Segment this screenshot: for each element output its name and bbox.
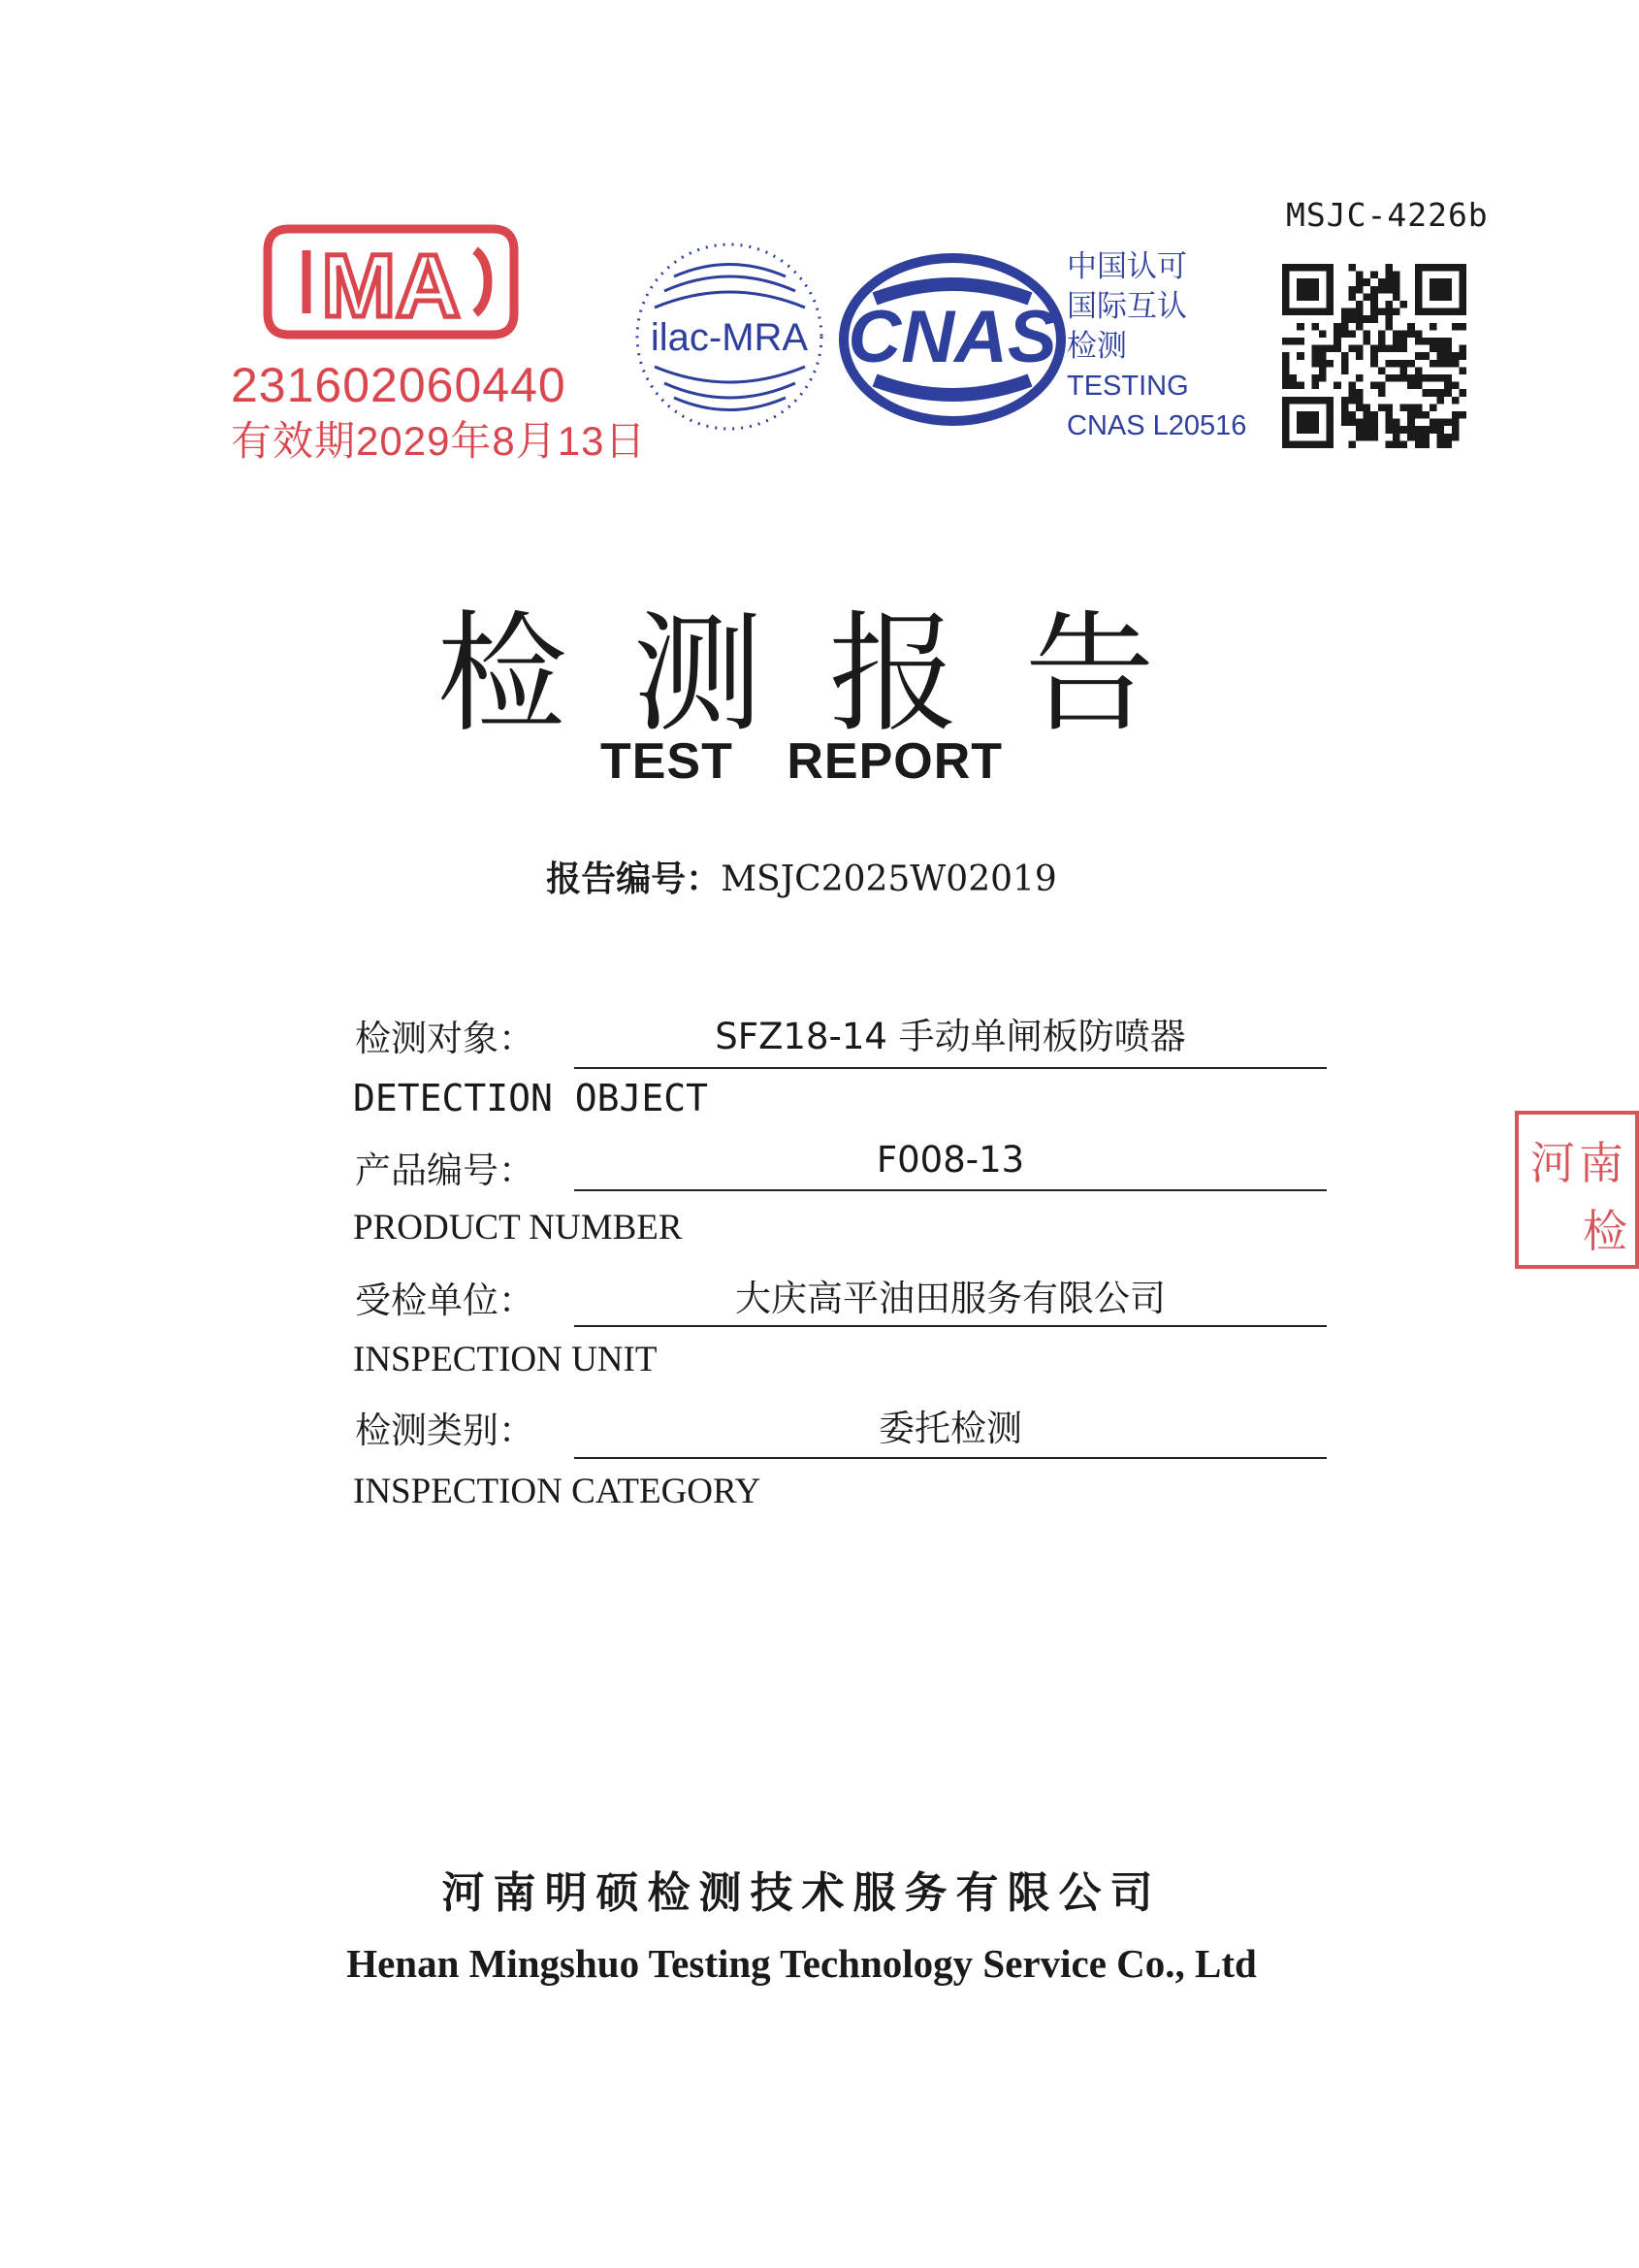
cma-valid-until: 有效期2029年8月13日 [231,418,647,464]
cnas-accreditation-text [1067,247,1247,446]
company-name-en: Henan Mingshuo Testing Technology Service Co., Ltd [346,1941,1257,1986]
cnas-line-1: 中国认可 [1067,249,1187,284]
field-value: 委托检测 [879,1408,1022,1449]
seal-text-2: 检 [1583,1205,1627,1257]
report-title-en: TEST REPORT [599,733,1004,790]
report-number-label: 报告编号： [546,859,722,899]
report-number-value: MSJC2025W02019 [721,859,1057,899]
qr-code-icon[interactable] [1282,262,1466,450]
field-value: SFZ18-14 手动单闸板防喷器 [715,1016,1186,1057]
field-underline [574,1067,1327,1069]
ilac-mra-text: ilac-MRA [650,316,809,359]
field-label: 产品编号： [355,1150,534,1191]
field-value: F008-13 [876,1139,1025,1181]
seal-text-1: 河南 [1530,1137,1627,1189]
ilac-mra-logo [630,238,829,437]
report-number [0,852,1603,901]
cnas-mark-text: CNAS [848,296,1057,378]
field-underline [574,1457,1327,1459]
report-title-cn: 检测报告 [436,599,1221,750]
field-underline [574,1325,1327,1327]
field-label-en: DETECTION OBJECT [353,1077,709,1119]
company-seal-partial [1515,1111,1639,1269]
cnas-line-3: 检测 [1067,329,1127,364]
cnas-line-4: TESTING [1067,371,1189,402]
field-label: 受检单位： [355,1280,534,1321]
field-label-en: INSPECTION UNIT [353,1340,658,1379]
field-value: 大庆高平油田服务有限公司 [735,1278,1166,1319]
field-underline [574,1189,1327,1191]
cnas-line-2: 国际互认 [1067,289,1187,324]
cma-mark-text: MA [321,237,461,336]
field-label: 检测对象： [355,1018,534,1059]
cnas-logo [836,250,1069,430]
document-code: MSJC-4226b [1286,196,1489,234]
cma-code: 231602060440 [231,358,566,412]
field-label: 检测类别： [355,1409,534,1451]
cma-seal [231,221,647,464]
company-name-cn: 河南明硕检测技术服务有限公司 [441,1868,1162,1918]
cnas-line-5: CNAS L20516 [1067,410,1247,441]
field-label-en: INSPECTION CATEGORY [353,1472,761,1511]
cma-logo [260,221,522,342]
field-label-en: PRODUCT NUMBER [353,1208,683,1247]
